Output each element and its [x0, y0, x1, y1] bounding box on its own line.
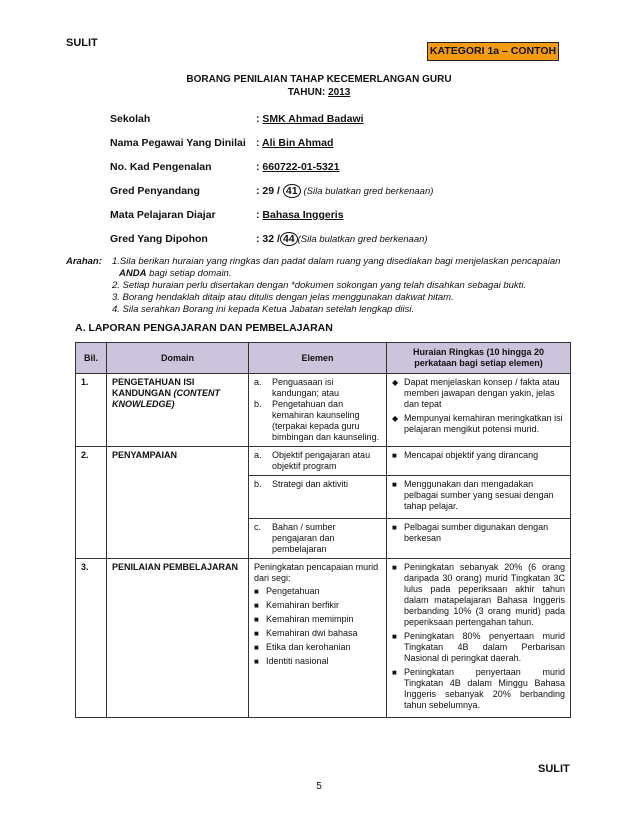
- form-year: TAHUN: 2013: [287, 87, 351, 98]
- sekolah-label: Sekolah: [110, 113, 151, 125]
- square-bullet-icon: ■: [392, 523, 397, 532]
- square-bullet-icon: ■: [254, 601, 259, 610]
- gred-value: : 29 / 41 (Sila bulatkan gred berkenaan): [256, 185, 434, 197]
- sulit-bottom: SULIT: [538, 763, 570, 775]
- instructions-label: Arahan:: [66, 256, 102, 267]
- row3-domain: PENILAIAN PEMBELAJARAN: [107, 559, 249, 718]
- table-row: [76, 447, 571, 476]
- header-huraian: Huraian Ringkas (10 hingga 20 perkataan bagi setiap elemen): [387, 343, 571, 374]
- gred-label: Gred Penyandang: [110, 185, 200, 197]
- table-header-row: [76, 343, 571, 374]
- row3-huraian: ■ Peningkatan sebanyak 20% (6 orang daripada 30 orang) murid Tingkatan 3C lulus pada peperiksaan akhir tahun dalam matapelajaran Bahasa Inggeris berbanding 10% (3 orang murid) pada peperiksaan pertengahan tahun. ■ Peningkatan 80% penyertaan murid Tingkatan 4B dalam Perbarisan Nasional di peringkat daerah. ■ Peningkatan penyertaan murid Tingkatan 4B dalam Minggu Bahasa Inggeris sebanyak 20% berbanding tahun sebelumnya.: [387, 559, 571, 718]
- category-badge: KATEGORI 1a – CONTOH: [427, 42, 559, 61]
- instruction-2: 2. Setiap huraian perlu disertakan dengan *dokumen sokongan yang telah disahkan sebagai bukti.: [112, 280, 527, 291]
- square-bullet-icon: ■: [254, 615, 259, 624]
- square-bullet-icon: ■: [254, 587, 259, 596]
- header-domain: Domain: [107, 343, 249, 374]
- row1-bil: 1.: [76, 374, 107, 447]
- row2-elemen-c: c. Bahan / sumber pengajaran dan pembelajaran: [249, 519, 387, 559]
- instructions: [66, 256, 571, 316]
- instruction-4: 4. Sila serahkan Borang ini kepada Ketua Jabatan setelah lengkap diisi.: [112, 304, 415, 315]
- square-bullet-icon: ■: [254, 657, 259, 666]
- nama-label: Nama Pegawai Yang Dinilai: [110, 137, 246, 149]
- mp-value: : Bahasa Inggeris: [256, 209, 344, 221]
- nama-value: : Ali Bin Ahmad: [256, 137, 334, 149]
- row1-domain: PENGETAHUAN ISI KANDUNGAN (CONTENT KNOWLEDGE): [107, 374, 249, 447]
- sulit-top: SULIT: [66, 37, 98, 49]
- diamond-bullet-icon: ◆: [392, 378, 399, 387]
- row3-elemen: Peningkatan pencapaian murid dari segi: ■ Pengetahuan ■ Kemahiran berfikir ■ Kemahiran memimpin ■ Kemahiran dwi bahasa ■ Etika dan kerohanian ■ Identiti nasional: [249, 559, 387, 718]
- header-elemen: Elemen: [249, 343, 387, 374]
- row2-domain: PENYAMPAIAN: [107, 447, 249, 559]
- mp-label: Mata Pelajaran Diajar: [110, 209, 216, 221]
- kp-value: : 660722-01-5321: [256, 161, 340, 173]
- square-bullet-icon: ■: [254, 643, 259, 652]
- square-bullet-icon: ■: [392, 563, 397, 572]
- row2-elemen-b: b. Strategi dan aktiviti: [249, 476, 387, 519]
- row1-elemen: a. Penguasaan isi kandungan; atau b. Pengetahuan dan kemahiran kaunseling (terpakai kepada guru bimbingan dan kaunseling.: [249, 374, 387, 447]
- evaluation-table: [75, 342, 571, 718]
- diamond-bullet-icon: ◆: [392, 414, 399, 423]
- row2-huraian-c: ■ Pelbagai sumber digunakan dengan berkesan: [387, 519, 571, 559]
- row2-elemen-a: a. Objektif pengajaran atau objektif program: [249, 447, 387, 476]
- square-bullet-icon: ■: [392, 632, 397, 641]
- page-number: 5: [316, 781, 322, 792]
- dipohon-value: : 32 / 44 (Sila bulatkan gred berkenaan): [256, 233, 428, 245]
- form-title: BORANG PENILAIAN TAHAP KECEMERLANGAN GURU: [186, 74, 452, 85]
- square-bullet-icon: ■: [392, 668, 397, 677]
- header-bil: Bil.: [76, 343, 107, 374]
- square-bullet-icon: ■: [392, 451, 397, 460]
- dipohon-label: Gred Yang Dipohon: [110, 233, 208, 245]
- row2-huraian-b: ■ Menggunakan dan mengadakan pelbagai sumber yang sesuai dengan tahap pelajar.: [387, 476, 571, 519]
- row1-huraian: ◆ Dapat menjelaskan konsep / fakta atau memberi jawapan dengan yakin, jelas dan tepat ◆ Mempunyai kemahiran meringkatkan isi pelajaran mengikut potensi murid.: [387, 374, 571, 447]
- instruction-1: 1.Sila berikan huraian yang ringkas dan padat dalam ruang yang disediakan bagi menjelaskan pencapaian: [112, 256, 561, 267]
- section-a-title: A. LAPORAN PENGAJARAN DAN PEMBELAJARAN: [75, 322, 333, 334]
- table-row: [76, 374, 571, 447]
- row2-bil: 2.: [76, 447, 107, 559]
- square-bullet-icon: ■: [254, 629, 259, 638]
- kp-label: No. Kad Pengenalan: [110, 161, 212, 173]
- sekolah-value: : SMK Ahmad Badawi: [256, 113, 364, 125]
- instruction-1b: ANDA bagi setiap domain.: [119, 268, 232, 279]
- row3-bil: 3.: [76, 559, 107, 718]
- table-row: [76, 559, 571, 718]
- square-bullet-icon: ■: [392, 480, 397, 489]
- row2-huraian-a: ■ Mencapai objektif yang dirancang: [387, 447, 571, 476]
- instruction-3: 3. Borang hendaklah ditaip atau ditulis dengan jelas menggunakan dakwat hitam.: [112, 292, 454, 303]
